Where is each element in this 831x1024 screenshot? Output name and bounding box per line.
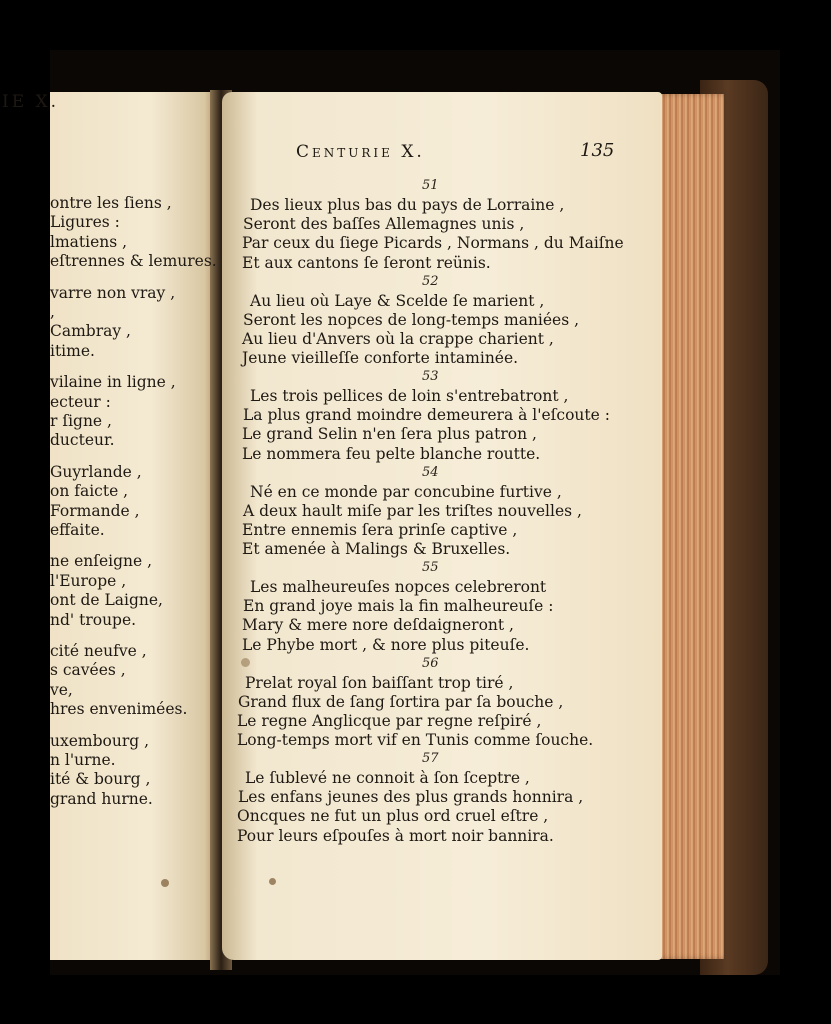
- quatrain-line: Au lieu où Laye & Scelde ſe marient ,: [250, 291, 545, 310]
- left-page-header: IE X.: [2, 92, 60, 112]
- quatrain-line: Seront des baſſes Allemagnes unis ,: [243, 215, 525, 234]
- quatrain-line: Pour leurs eſpouſes à mort noir bannira.: [237, 826, 554, 845]
- left-page-line: Formande ,: [50, 501, 140, 520]
- left-page-line: ité & bourg ,: [50, 770, 151, 789]
- quatrain-number: 56: [422, 655, 439, 671]
- left-page-line: varre non vray ,: [50, 283, 176, 302]
- quatrain-line: Oncques ne fut un plus ord cruel eſtre ,: [237, 807, 549, 826]
- left-page-line: ,: [50, 303, 55, 321]
- quatrain-number: 57: [422, 751, 439, 766]
- left-page-line: Guyrlande ,: [50, 462, 142, 481]
- left-page-line: ve,: [50, 680, 73, 699]
- quatrain-line: La plus grand moindre demeurera à l'eſcoute :: [243, 406, 610, 425]
- quatrain-line: Les malheureuſes nopces celebreront: [250, 578, 547, 596]
- quatrain-line: Le grand Selin n'en ſera plus patron ,: [242, 425, 537, 444]
- left-page-line: lmatiens ,: [50, 232, 128, 251]
- quatrain-line: Jeune vieilleſſe conforte intaminée.: [242, 349, 519, 368]
- quatrain-line: Par ceux du ſiege Picards , Normans , du Maiſne: [242, 234, 624, 253]
- left-page-line: uxembourg ,: [50, 731, 150, 750]
- left-page-line: cité neufve ,: [50, 642, 147, 660]
- left-page-line: vilaine in ligne ,: [50, 373, 176, 392]
- quatrain-number: 52: [422, 273, 439, 289]
- quatrain-line: Et aux cantons ſe ſeront reünis.: [242, 253, 491, 272]
- quatrain-line: En grand joye mais la fin malheureuſe :: [243, 597, 554, 616]
- left-page-line: ont de Laigne,: [50, 591, 163, 610]
- quatrain-line: Au lieu d'Anvers où la crappe charient ,: [242, 329, 554, 348]
- left-page-line: hres envenimées.: [50, 700, 188, 719]
- left-page-line: n l'urne.: [50, 751, 116, 769]
- paper-spot: [161, 879, 169, 887]
- left-page-line: Cambray ,: [50, 322, 131, 341]
- left-page-line: grand hurne.: [50, 789, 153, 808]
- paper-spot: [241, 658, 250, 667]
- quatrain-line: Et amenée à Malings & Bruxelles.: [242, 540, 511, 559]
- quatrain-line: Les enfans jeunes des plus grands honnira ,: [238, 788, 584, 807]
- left-page-line: ducteur.: [50, 431, 115, 450]
- quatrain-line: Seront les nopces de long-temps maniées ,: [243, 310, 580, 329]
- left-page-line: nd' troupe.: [50, 610, 137, 629]
- quatrain-line: Grand flux de ſang ſortira par ſa bouche ,: [238, 692, 564, 711]
- quatrain-number: 51: [422, 178, 439, 193]
- page-edges: [654, 94, 724, 959]
- quatrain-number: 53: [422, 369, 439, 384]
- left-page-line: on faicte ,: [50, 482, 129, 501]
- left-page-line: l'Europe ,: [50, 571, 127, 590]
- right-page-header: Centurie X.: [296, 142, 425, 162]
- quatrain-line: Prelat royal ſon baiſſant trop tiré ,: [245, 673, 514, 692]
- quatrain-line: A deux hault miſe par les triſtes nouvelles ,: [243, 501, 582, 520]
- left-page-line: itime.: [50, 341, 95, 360]
- quatrain-line: Le nommera feu pelte blanche routte.: [242, 444, 541, 463]
- quatrain-line: Le Phybe mort , & nore plus piteuſe.: [242, 635, 530, 654]
- left-page-line: effaite.: [50, 521, 105, 539]
- quatrain-number: 55: [422, 560, 439, 575]
- quatrain-line: Né en ce monde par concubine furtive ,: [250, 482, 562, 501]
- page-number: 135: [580, 140, 615, 161]
- quatrain-line: Les trois pellices de loin s'entrebatront ,: [250, 387, 569, 405]
- left-page-line: ecteur :: [50, 392, 111, 411]
- quatrain-line: Long-temps mort vif en Tunis comme ſouche.: [237, 731, 594, 750]
- quatrain-line: Le regne Anglicque par regne reſpiré ,: [237, 711, 542, 730]
- quatrain-line: Le ſublevé ne connoit à ſon ſceptre ,: [245, 769, 530, 787]
- left-page-line: r ſigne ,: [50, 412, 112, 430]
- left-page-line: s cavées ,: [50, 661, 126, 680]
- left-page-line: eſtrennes & lemures.: [50, 252, 217, 271]
- quatrain-line: Mary & mere nore deſdaigneront ,: [242, 616, 514, 635]
- quatrain-line: Des lieux plus bas du pays de Lorraine ,: [250, 196, 565, 214]
- quatrain-number: 54: [422, 464, 439, 480]
- quatrain-line: Entre ennemis ſera prinſe captive ,: [242, 520, 518, 539]
- paper-spot: [269, 878, 276, 885]
- left-page-line: Ligures :: [50, 213, 120, 232]
- left-page-line: ontre les ſiens ,: [50, 194, 172, 212]
- left-page-line: ne enſeigne ,: [50, 552, 153, 571]
